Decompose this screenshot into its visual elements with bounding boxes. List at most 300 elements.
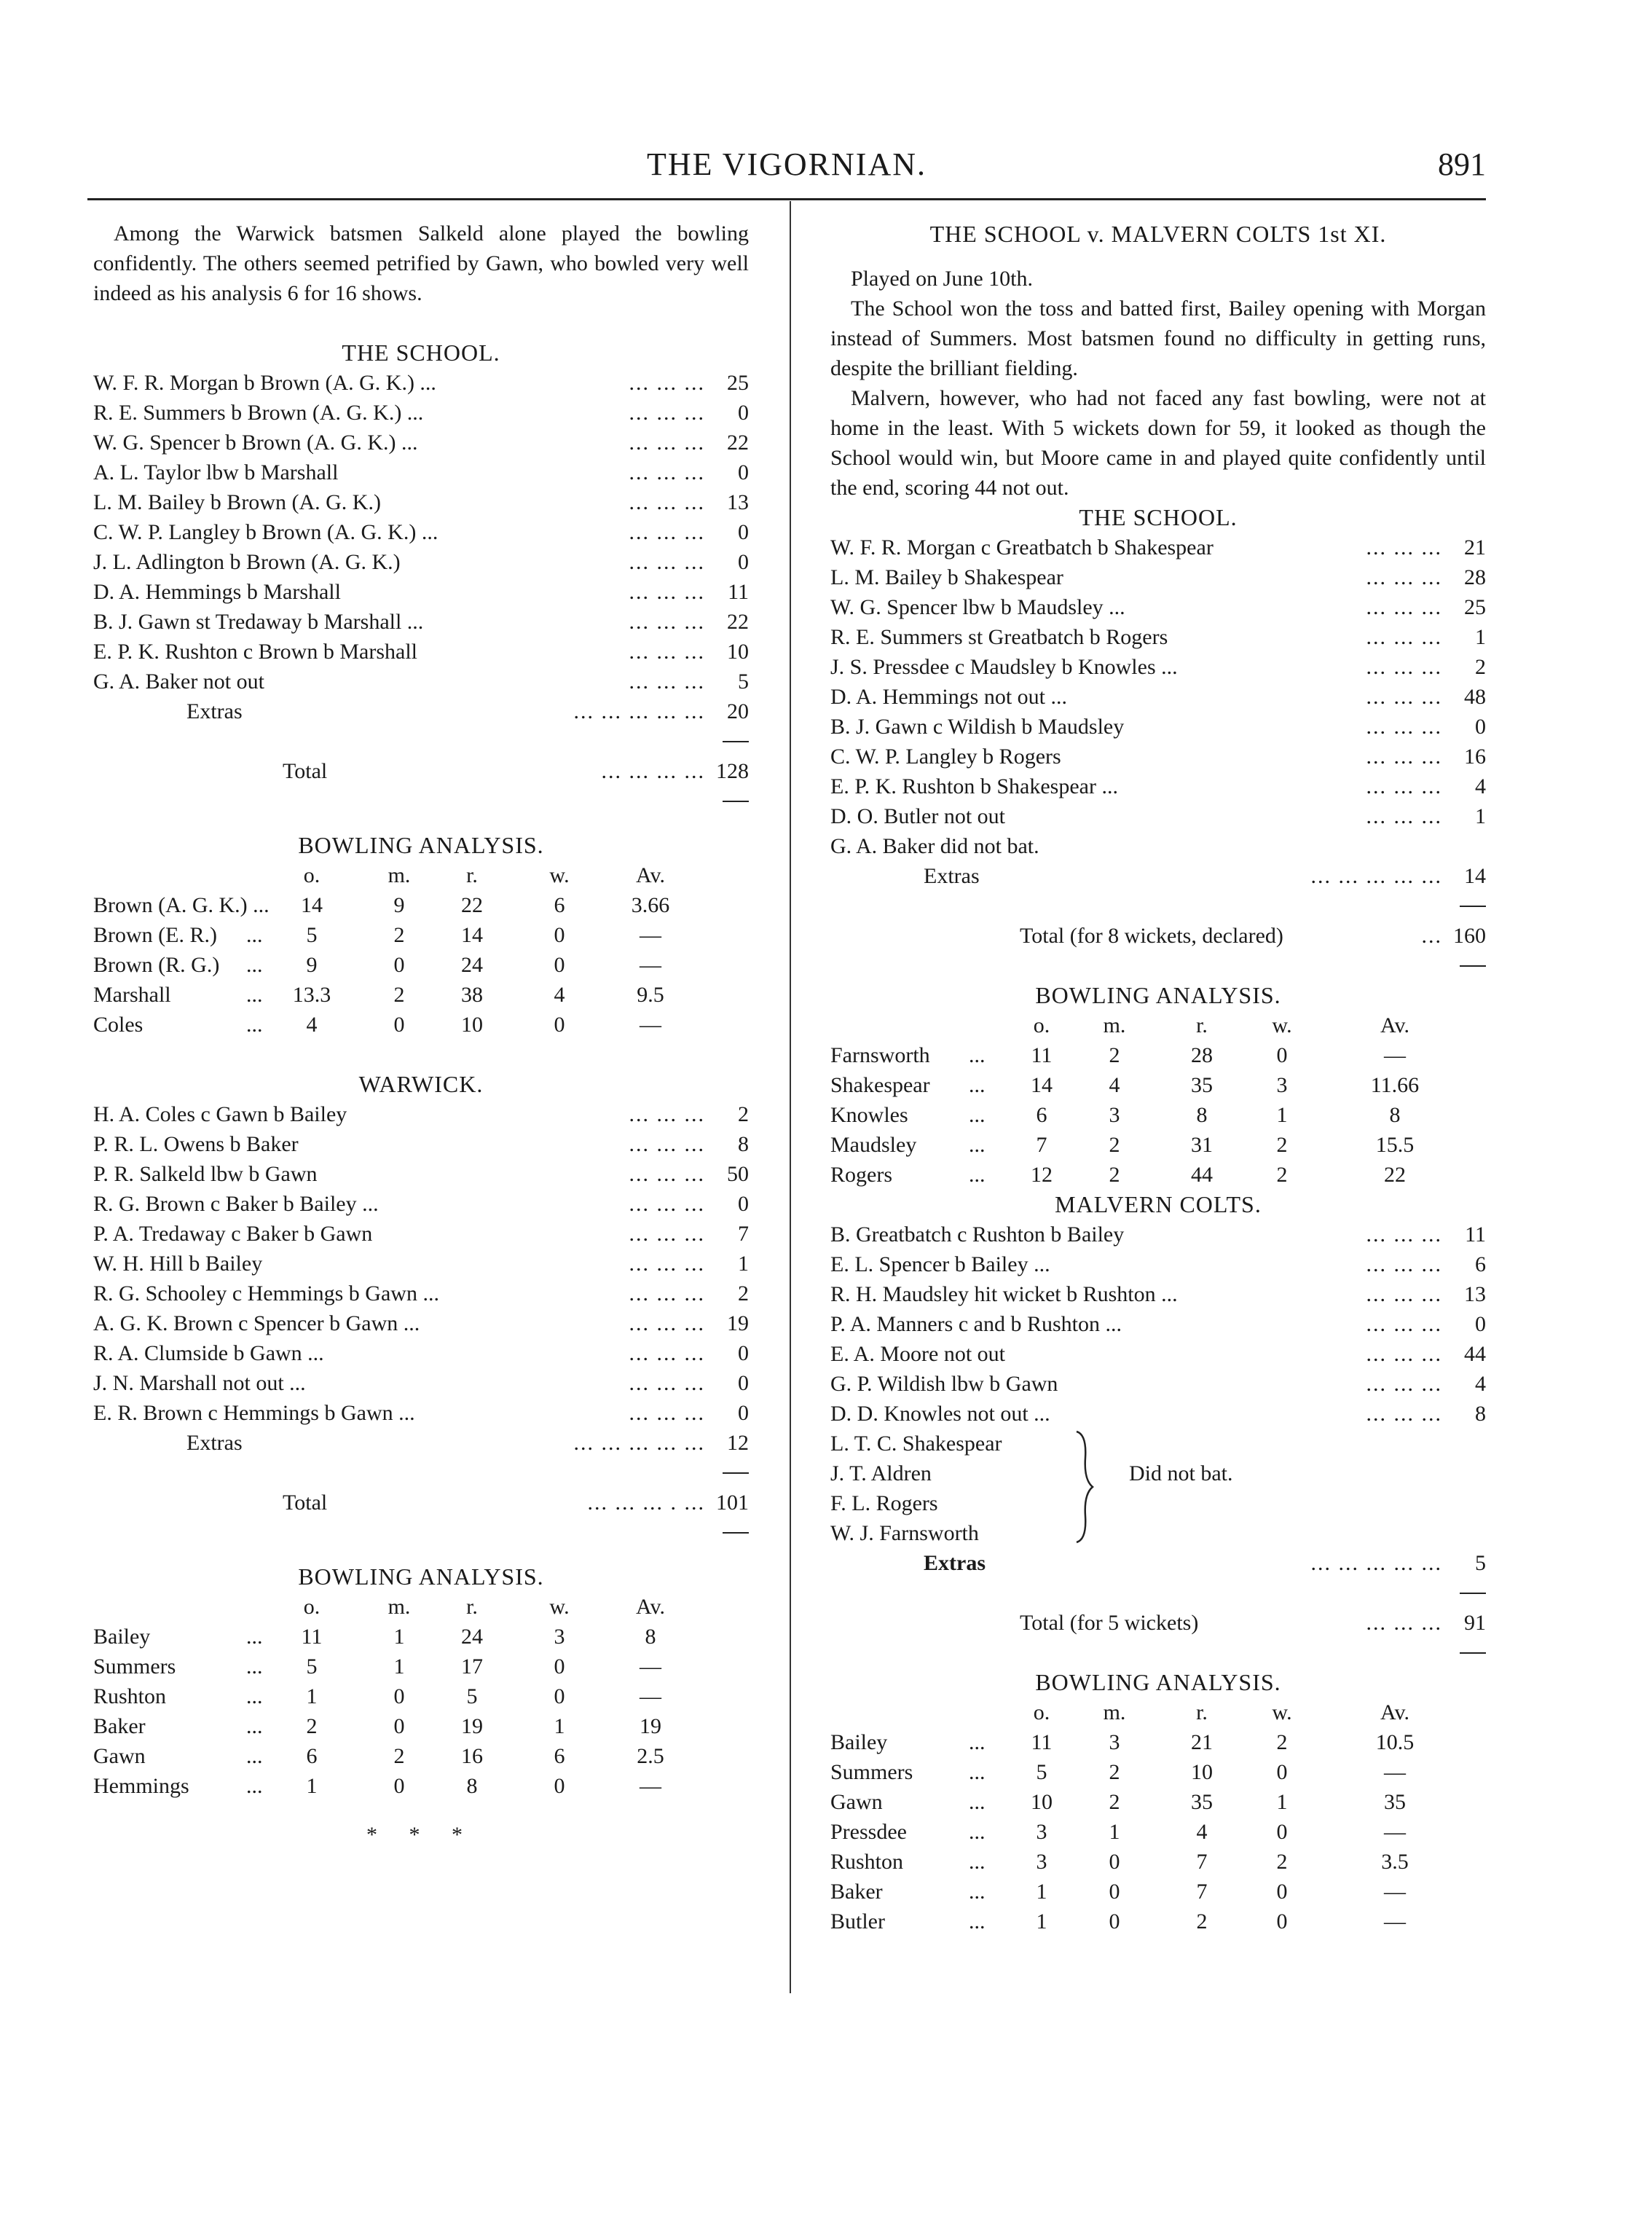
intro-paragraph: Among the Warwick batsmen Salkeld alone played the bowling confidently. The others seemed petrified by Gawn, who bowled very well indeed as his analysis 6 for 16 shows. bbox=[93, 221, 749, 305]
bowling-table bbox=[93, 1622, 749, 1801]
extras-row bbox=[830, 1548, 1486, 1578]
bowler-overs: 10 bbox=[1031, 1790, 1053, 1814]
col-maidens: m. bbox=[388, 863, 411, 887]
bowler-name: Brown (E. R.) bbox=[93, 923, 217, 947]
batsman-name: L. M. Bailey b Shakespear bbox=[830, 565, 1063, 589]
bowler-average: — bbox=[1384, 1820, 1406, 1844]
bowler-row bbox=[830, 1757, 1486, 1787]
leader-dots: ... ... ... bbox=[629, 1281, 705, 1306]
batsman-name: W. G. Spencer lbw b Maudsley ... bbox=[830, 595, 1125, 619]
bowler-average: 3.5 bbox=[1381, 1850, 1409, 1874]
bowler-wickets: 1 bbox=[1276, 1790, 1288, 1814]
bowler-maidens: 0 bbox=[393, 1714, 405, 1738]
batsman-name: W. F. R. Morgan c Greatbatch b Shakespear bbox=[830, 535, 1214, 560]
batsman-name: B. J. Gawn c Wildish b Maudsley bbox=[830, 715, 1125, 739]
bowler-runs: 8 bbox=[466, 1774, 478, 1798]
batsman-name: R. A. Clumside b Gawn ... bbox=[93, 1341, 324, 1365]
bowler-name: Brown (R. G.) bbox=[93, 953, 220, 977]
total-row bbox=[93, 1488, 749, 1518]
bowler-overs: 1 bbox=[306, 1684, 318, 1708]
bowler-runs: 24 bbox=[461, 1625, 483, 1649]
leader-dots: ... ... ... ... ... bbox=[1310, 864, 1442, 888]
extras-label: Extras bbox=[186, 699, 243, 723]
leader-dots: ... ... ... bbox=[629, 1222, 705, 1246]
bowler-runs: 2 bbox=[1196, 1909, 1208, 1934]
leader-dots: ... bbox=[969, 1909, 986, 1934]
bowler-name: Summers bbox=[93, 1654, 176, 1679]
leader-dots: ... ... ... bbox=[629, 610, 705, 634]
bowler-runs: 31 bbox=[1191, 1133, 1213, 1157]
total-row bbox=[830, 921, 1486, 951]
brace-icon bbox=[1071, 1429, 1100, 1545]
malvern-heading: MALVERN COLTS. bbox=[1055, 1191, 1262, 1217]
did-not-bat-name: F. L. Rogers bbox=[830, 1491, 938, 1515]
leader-dots: ... ... ... bbox=[1366, 1372, 1442, 1396]
total-rule bbox=[93, 786, 749, 816]
leader-dots: ... bbox=[969, 1163, 986, 1187]
batsman-row bbox=[93, 398, 749, 428]
col-wickets: w. bbox=[1272, 1700, 1292, 1724]
batsman-row bbox=[93, 1398, 749, 1428]
batsman-row bbox=[93, 517, 749, 547]
bowler-name: Rushton bbox=[93, 1684, 167, 1708]
bowler-average: — bbox=[640, 923, 661, 947]
bowler-wickets: 2 bbox=[1276, 1730, 1288, 1754]
col-wickets: w. bbox=[549, 1595, 570, 1619]
batsman-row bbox=[830, 1279, 1486, 1309]
bowler-maidens: 0 bbox=[1109, 1850, 1120, 1874]
bowler-runs: 7 bbox=[1196, 1880, 1208, 1904]
batsman-row bbox=[830, 592, 1486, 622]
bowler-row bbox=[830, 1727, 1486, 1757]
did-not-bat-name: W. J. Farnsworth bbox=[830, 1521, 979, 1545]
bowler-maidens: 0 bbox=[1109, 1909, 1120, 1934]
bowler-runs: 8 bbox=[1196, 1103, 1208, 1127]
bowler-row bbox=[830, 1787, 1486, 1817]
bowler-row bbox=[93, 890, 749, 920]
total-runs: 101 bbox=[716, 1491, 749, 1515]
batsman-runs: 0 bbox=[738, 1401, 749, 1425]
bowler-row bbox=[93, 1622, 749, 1652]
warwick-batting-list bbox=[93, 1099, 749, 1428]
bowler-row bbox=[830, 1817, 1486, 1847]
batsman-runs: 44 bbox=[1464, 1342, 1486, 1366]
bowler-row bbox=[830, 1130, 1486, 1160]
total-label: Total (for 5 wickets) bbox=[1020, 1611, 1199, 1635]
bowling-column-headers bbox=[830, 1010, 1486, 1040]
bowler-name: Gawn bbox=[830, 1790, 883, 1814]
header-rule bbox=[87, 198, 1486, 200]
bowler-row bbox=[830, 1160, 1486, 1190]
school-batting-list bbox=[830, 533, 1486, 861]
bowler-wickets: 1 bbox=[554, 1714, 565, 1738]
leader-dots: ... ... ... bbox=[1366, 774, 1442, 798]
batsman-row bbox=[93, 637, 749, 667]
batsman-runs: 1 bbox=[738, 1252, 749, 1276]
batsman-runs: 25 bbox=[1464, 595, 1486, 619]
batsman-runs: 22 bbox=[727, 431, 749, 455]
bowler-average: 8 bbox=[1389, 1103, 1401, 1127]
match-title: THE SCHOOL v. MALVERN COLTS 1st XI. bbox=[929, 221, 1387, 247]
bowling-table bbox=[93, 890, 749, 1040]
col-average: Av. bbox=[636, 1595, 665, 1619]
batsman-runs: 16 bbox=[1464, 745, 1486, 769]
batsman-name: W. H. Hill b Bailey bbox=[93, 1252, 263, 1276]
bowler-runs: 24 bbox=[461, 953, 483, 977]
batsman-row bbox=[830, 1369, 1486, 1399]
bowler-maidens: 1 bbox=[1109, 1820, 1120, 1844]
batsman-row bbox=[93, 607, 749, 637]
bowler-wickets: 2 bbox=[1276, 1133, 1288, 1157]
batsman-row bbox=[93, 487, 749, 517]
total-label: Total (for 8 wickets, declared) bbox=[1020, 924, 1283, 948]
bowler-wickets: 4 bbox=[554, 983, 565, 1007]
batsman-row bbox=[93, 1159, 749, 1189]
bowler-overs: 1 bbox=[306, 1774, 318, 1798]
leader-dots: ... ... ... bbox=[629, 1162, 705, 1186]
bowler-row bbox=[830, 1040, 1486, 1070]
leader-dots: ... bbox=[246, 1714, 263, 1738]
batsman-name: P. R. Salkeld lbw b Gawn bbox=[93, 1162, 318, 1186]
bowler-overs: 11 bbox=[1031, 1730, 1053, 1754]
leader-dots: ... ... ... bbox=[629, 490, 705, 514]
col-overs: o. bbox=[303, 1595, 320, 1619]
leader-dots: ... bbox=[246, 1744, 263, 1768]
warwick-heading: WARWICK. bbox=[358, 1071, 484, 1097]
bowling-column-headers bbox=[93, 860, 749, 890]
batsman-runs: 0 bbox=[738, 520, 749, 544]
bowler-name: Baker bbox=[830, 1880, 883, 1904]
batsman-row bbox=[93, 547, 749, 577]
bowler-maidens: 3 bbox=[1109, 1730, 1120, 1754]
batsman-name: P. R. L. Owens b Baker bbox=[93, 1132, 299, 1156]
bowler-name: Coles bbox=[93, 1013, 143, 1037]
col-overs: o. bbox=[1033, 1700, 1050, 1724]
bowler-name: Maudsley bbox=[830, 1133, 917, 1157]
batsman-name: B. J. Gawn st Tredaway b Marshall ... bbox=[93, 610, 424, 634]
leader-dots: ... bbox=[246, 983, 263, 1007]
batsman-row bbox=[93, 368, 749, 398]
total-rule bbox=[830, 1578, 1486, 1608]
leader-dots: ... bbox=[969, 1073, 986, 1097]
leader-dots: ... ... ... bbox=[629, 401, 705, 425]
bowler-runs: 22 bbox=[461, 893, 483, 917]
bowler-overs: 13.3 bbox=[292, 983, 331, 1007]
bowler-name: Summers bbox=[830, 1760, 913, 1784]
did-not-bat-name: J. T. Aldren bbox=[830, 1461, 932, 1485]
bowler-maidens: 1 bbox=[393, 1654, 405, 1679]
batsman-runs: 5 bbox=[738, 670, 749, 694]
bowler-wickets: 0 bbox=[1276, 1820, 1288, 1844]
bowler-maidens: 0 bbox=[393, 1684, 405, 1708]
total-rule bbox=[830, 1638, 1486, 1668]
total-rule bbox=[93, 726, 749, 756]
bowler-runs: 4 bbox=[1196, 1820, 1208, 1844]
bowler-wickets: 0 bbox=[1276, 1043, 1288, 1067]
batsman-name: E. A. Moore not out bbox=[830, 1342, 1005, 1366]
extras-runs: 20 bbox=[727, 699, 749, 723]
leader-dots: ... bbox=[246, 1013, 263, 1037]
bowler-runs: 7 bbox=[1196, 1850, 1208, 1874]
bowler-name: Bailey bbox=[830, 1730, 888, 1754]
bowler-row bbox=[93, 1652, 749, 1681]
bowler-overs: 1 bbox=[1036, 1909, 1047, 1934]
batsman-row bbox=[830, 831, 1486, 861]
batsman-row bbox=[93, 1189, 749, 1219]
total-rule bbox=[93, 1458, 749, 1488]
bowler-row bbox=[830, 1877, 1486, 1907]
bowler-overs: 12 bbox=[1031, 1163, 1053, 1187]
col-average: Av. bbox=[1380, 1700, 1409, 1724]
batsman-row bbox=[830, 1339, 1486, 1369]
bowler-runs: 38 bbox=[461, 983, 483, 1007]
extras-runs: 12 bbox=[727, 1431, 749, 1455]
extras-label: Extras bbox=[186, 1431, 243, 1455]
batsman-runs: 11 bbox=[728, 580, 749, 604]
batsman-name: D. D. Knowles not out ... bbox=[830, 1402, 1050, 1426]
col-maidens: m. bbox=[1103, 1700, 1126, 1724]
batsman-name: R. E. Summers b Brown (A. G. K.) ... bbox=[93, 401, 424, 425]
batsman-row bbox=[830, 801, 1486, 831]
bowler-name: Gawn bbox=[93, 1744, 146, 1768]
batsman-name: D. A. Hemmings b Marshall bbox=[93, 580, 341, 604]
batsman-runs: 13 bbox=[1464, 1282, 1486, 1306]
bowler-overs: 5 bbox=[1036, 1760, 1047, 1784]
leader-dots: ... ... ... bbox=[1366, 1402, 1442, 1426]
leader-dots: ... ... ... bbox=[629, 520, 705, 544]
leader-dots: ... ... ... bbox=[629, 1192, 705, 1216]
leader-dots: ... ... ... bbox=[629, 670, 705, 694]
bowler-overs: 14 bbox=[301, 893, 323, 917]
bowler-wickets: 3 bbox=[554, 1625, 565, 1649]
bowling-column-headers bbox=[830, 1697, 1486, 1727]
total-label: Total bbox=[283, 1491, 328, 1515]
batsman-row bbox=[93, 1129, 749, 1159]
bowler-average: 8 bbox=[645, 1625, 656, 1649]
batsman-row bbox=[830, 1309, 1486, 1339]
bowler-average: 15.5 bbox=[1375, 1133, 1415, 1157]
bowler-row bbox=[830, 1100, 1486, 1130]
batsman-row bbox=[93, 577, 749, 607]
bowler-average: — bbox=[640, 1774, 661, 1798]
leader-dots: ... bbox=[969, 1820, 986, 1844]
bowler-maidens: 4 bbox=[1109, 1073, 1120, 1097]
bowler-overs: 11 bbox=[301, 1625, 323, 1649]
total-runs: 160 bbox=[1453, 924, 1486, 948]
bowler-name: Brown (A. G. K.) ... bbox=[93, 893, 270, 917]
batsman-name: R. E. Summers st Greatbatch b Rogers bbox=[830, 625, 1168, 649]
batsman-row bbox=[830, 742, 1486, 772]
bowler-maidens: 0 bbox=[393, 1774, 405, 1798]
bowler-average: — bbox=[640, 1013, 661, 1037]
leader-dots: ... bbox=[246, 1774, 263, 1798]
bowler-average: 10.5 bbox=[1375, 1730, 1415, 1754]
batsman-runs: 2 bbox=[738, 1102, 749, 1126]
bowler-overs: 1 bbox=[1036, 1880, 1047, 1904]
bowler-row bbox=[830, 1847, 1486, 1877]
batsman-runs: 0 bbox=[1475, 1312, 1486, 1336]
bowler-row bbox=[93, 920, 749, 950]
bowler-average: — bbox=[1384, 1880, 1406, 1904]
batsman-name: L. M. Bailey b Brown (A. G. K.) bbox=[93, 490, 381, 514]
bowler-name: Rogers bbox=[830, 1163, 892, 1187]
batsman-row bbox=[93, 1099, 749, 1129]
leader-dots: ... ... ... bbox=[1366, 1282, 1442, 1306]
column-divider bbox=[790, 201, 791, 1993]
batsman-name: P. A. Tredaway c Baker b Gawn bbox=[93, 1222, 373, 1246]
batsman-row bbox=[830, 652, 1486, 682]
bowler-runs: 19 bbox=[461, 1714, 483, 1738]
leader-dots: ... ... ... bbox=[629, 1102, 705, 1126]
batsman-runs: 1 bbox=[1475, 625, 1486, 649]
batsman-runs: 25 bbox=[727, 371, 749, 395]
batsman-row bbox=[93, 1308, 749, 1338]
bowler-name: Baker bbox=[93, 1714, 146, 1738]
leader-dots: ... bbox=[246, 1654, 263, 1679]
batsman-name: W. G. Spencer b Brown (A. G. K.) ... bbox=[93, 431, 418, 455]
bowler-maidens: 2 bbox=[1109, 1133, 1120, 1157]
bowler-wickets: 0 bbox=[554, 1684, 565, 1708]
batsman-runs: 0 bbox=[738, 1192, 749, 1216]
bowler-maidens: 0 bbox=[1109, 1880, 1120, 1904]
batsman-runs: 4 bbox=[1475, 1372, 1486, 1396]
bowler-name: Butler bbox=[830, 1909, 885, 1934]
bowler-row bbox=[93, 1741, 749, 1771]
batsman-row bbox=[830, 712, 1486, 742]
bowler-row bbox=[93, 1771, 749, 1801]
leader-dots: ... ... ... bbox=[629, 1311, 705, 1335]
leader-dots: ... ... ... bbox=[1366, 655, 1442, 679]
leader-dots: ... ... ... bbox=[1366, 1222, 1442, 1247]
bowler-runs: 44 bbox=[1191, 1163, 1213, 1187]
bowler-maidens: 2 bbox=[1109, 1163, 1120, 1187]
total-row bbox=[93, 756, 749, 786]
bowler-wickets: 0 bbox=[554, 1654, 565, 1679]
extras-row bbox=[830, 861, 1486, 891]
total-label: Total bbox=[283, 759, 328, 783]
bowler-overs: 3 bbox=[1036, 1820, 1047, 1844]
extras-row bbox=[93, 696, 749, 726]
batsman-name: W. F. R. Morgan b Brown (A. G. K.) ... bbox=[93, 371, 436, 395]
bowler-maidens: 0 bbox=[393, 953, 405, 977]
bowler-average: — bbox=[640, 1654, 661, 1679]
batsman-name: E. R. Brown c Hemmings b Gawn ... bbox=[93, 1401, 415, 1425]
batsman-row bbox=[93, 428, 749, 458]
bowler-wickets: 0 bbox=[1276, 1880, 1288, 1904]
batsman-row bbox=[93, 1338, 749, 1368]
bowler-average: — bbox=[1384, 1043, 1406, 1067]
match-date-paragraph: Played on June 10th. bbox=[851, 267, 1033, 291]
bowler-wickets: 1 bbox=[1276, 1103, 1288, 1127]
batsman-runs: 21 bbox=[1464, 535, 1486, 560]
batsman-name: J. N. Marshall not out ... bbox=[93, 1371, 306, 1395]
bowler-maidens: 2 bbox=[1109, 1043, 1120, 1067]
leader-dots: ... bbox=[246, 1625, 263, 1649]
malvern-batting-list bbox=[830, 1220, 1486, 1429]
page-number: 891 bbox=[1438, 146, 1486, 182]
bowler-average: 9.5 bbox=[637, 983, 664, 1007]
leader-dots: ... ... ... ... bbox=[601, 759, 705, 783]
leader-dots: ... ... ... bbox=[629, 1371, 705, 1395]
leader-dots: ... ... ... bbox=[629, 371, 705, 395]
leader-dots: ... ... ... bbox=[629, 580, 705, 604]
batsman-row bbox=[830, 1220, 1486, 1249]
batsman-runs: 0 bbox=[738, 1341, 749, 1365]
bowler-wickets: 6 bbox=[554, 893, 565, 917]
batsman-name: G. A. Baker did not bat. bbox=[830, 834, 1039, 858]
batsman-runs: 0 bbox=[738, 1371, 749, 1395]
bowler-average: 3.66 bbox=[631, 893, 670, 917]
batsman-runs: 0 bbox=[738, 401, 749, 425]
bowler-overs: 11 bbox=[1031, 1043, 1053, 1067]
extras-row bbox=[93, 1428, 749, 1458]
leader-dots: ... bbox=[969, 1103, 986, 1127]
leader-dots: ... bbox=[969, 1790, 986, 1814]
leader-dots: ... ... ... bbox=[1366, 1342, 1442, 1366]
leader-dots: ... bbox=[246, 923, 263, 947]
bowler-maidens: 3 bbox=[1109, 1103, 1120, 1127]
col-overs: o. bbox=[1033, 1013, 1050, 1037]
bowler-wickets: 0 bbox=[554, 1013, 565, 1037]
bowler-runs: 5 bbox=[466, 1684, 478, 1708]
extras-label: Extras bbox=[924, 864, 980, 888]
bowler-wickets: 0 bbox=[554, 1774, 565, 1798]
bowler-wickets: 2 bbox=[1276, 1850, 1288, 1874]
bowler-runs: 35 bbox=[1191, 1073, 1213, 1097]
bowler-maidens: 2 bbox=[1109, 1790, 1120, 1814]
batsman-runs: 0 bbox=[738, 460, 749, 484]
page-title: THE VIGORNIAN. bbox=[646, 146, 927, 182]
bowler-name: Knowles bbox=[830, 1103, 908, 1127]
batsman-runs: 10 bbox=[727, 640, 749, 664]
bowler-overs: 4 bbox=[306, 1013, 318, 1037]
bowler-wickets: 0 bbox=[554, 953, 565, 977]
leader-dots: ... bbox=[969, 1850, 986, 1874]
batsman-row bbox=[93, 1219, 749, 1249]
bowler-name: Bailey bbox=[93, 1625, 151, 1649]
batsman-runs: 13 bbox=[727, 490, 749, 514]
batsman-row bbox=[93, 1279, 749, 1308]
leader-dots: ... bbox=[969, 1730, 986, 1754]
leader-dots: ... ... ... bbox=[1366, 1611, 1442, 1635]
batsman-runs: 11 bbox=[1465, 1222, 1486, 1247]
batsman-name: J. S. Pressdee c Maudsley b Knowles ... bbox=[830, 655, 1178, 679]
batsman-name: A. G. K. Brown c Spencer b Gawn ... bbox=[93, 1311, 420, 1335]
col-runs: r. bbox=[466, 863, 478, 887]
bowler-row bbox=[93, 1010, 749, 1040]
leader-dots: ... ... ... ... ... bbox=[573, 1431, 705, 1455]
bowler-maidens: 2 bbox=[393, 1744, 405, 1768]
leader-dots: ... ... ... bbox=[1366, 715, 1442, 739]
bowler-overs: 14 bbox=[1031, 1073, 1053, 1097]
batsman-runs: 0 bbox=[738, 550, 749, 574]
bowler-row bbox=[93, 950, 749, 980]
bowler-name: Hemmings bbox=[93, 1774, 189, 1798]
bowler-average: 11.66 bbox=[1370, 1073, 1420, 1097]
batsman-name: R. G. Schooley c Hemmings b Gawn ... bbox=[93, 1281, 439, 1306]
leader-dots: ... bbox=[246, 953, 263, 977]
did-not-bat-label: Did not bat. bbox=[1129, 1461, 1233, 1485]
bowler-overs: 3 bbox=[1036, 1850, 1047, 1874]
bowler-wickets: 6 bbox=[554, 1744, 565, 1768]
bowler-runs: 14 bbox=[461, 923, 483, 947]
batsman-row bbox=[830, 533, 1486, 562]
batsman-row bbox=[830, 622, 1486, 652]
batsman-runs: 8 bbox=[738, 1132, 749, 1156]
batsman-runs: 8 bbox=[1475, 1402, 1486, 1426]
batsman-name: D. O. Butler not out bbox=[830, 804, 1005, 828]
bowler-name: Rushton bbox=[830, 1850, 904, 1874]
